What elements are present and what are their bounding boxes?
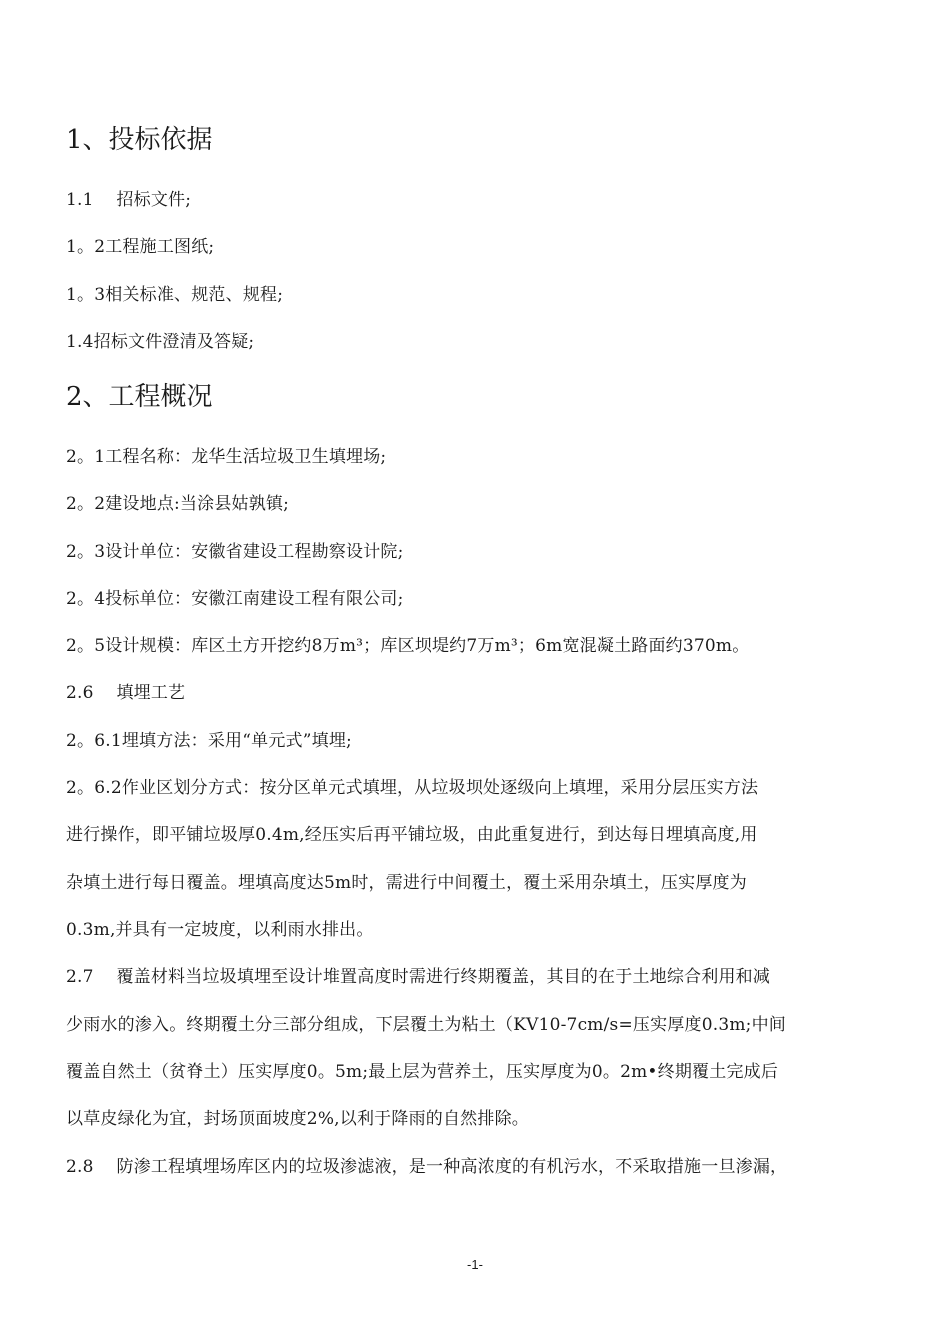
text-line: 1.1 招标文件; (66, 190, 192, 210)
text-line: 2。6.1埋填方法：采用“单元式”填埋; (66, 731, 352, 751)
text-line: 2。4投标单位：安徽江南建设工程有限公司; (66, 589, 404, 609)
text-line: 以草皮绿化为宜，封场顶面坡度2%,以利于降雨的自然排除。 (66, 1109, 529, 1129)
text-line: 杂填土进行每日覆盖。埋填高度达5m时，需进行中间覆土，覆土采用杂填土，压实厚度为 (66, 873, 747, 893)
text-line: 1.4招标文件澄清及答疑; (66, 332, 255, 352)
text-line: 覆盖自然土（贫脊土）压实厚度0。5m;最上层为营养土，压实厚度为0。2m•终期覆土完成后 (66, 1062, 779, 1082)
page-number: -1- (467, 1257, 483, 1272)
section-heading-1: 1、投标依据 (66, 125, 213, 155)
text-line: 2。5设计规模：库区土方开挖约8万m³；库区坝堤约7万m³；6m宽混凝土路面约370m。 (66, 636, 750, 656)
text-line: 2。1工程名称：龙华生活垃圾卫生填埋场; (66, 447, 387, 467)
text-line: 少雨水的渗入。终期覆土分三部分组成，下层覆土为粘土（KV10-7cm/s=压实厚度0.3m;中间 (66, 1015, 786, 1035)
text-line: 2。3设计单位：安徽省建设工程勘察设计院; (66, 542, 404, 562)
text-line: 0.3m,并具有一定坡度，以利雨水排出。 (66, 920, 374, 940)
text-line: 2.6 填埋工艺 (66, 683, 186, 703)
text-line: 1。3相关标准、规范、规程; (66, 285, 284, 305)
text-line: 进行操作，即平铺垃圾厚0.4m,经压实后再平铺垃圾，由此重复进行，到达每日埋填高度,用 (66, 825, 758, 845)
text-line: 2.8 防渗工程填埋场库区内的垃圾渗滤液，是一种高浓度的有机污水，不采取措施一旦渗漏， (66, 1157, 788, 1177)
text-line: 2.7 覆盖材料当垃圾填埋至设计堆置高度时需进行终期覆盖，其目的在于土地综合利用和减 (66, 967, 771, 987)
text-line: 2。2建设地点:当涂县姑孰镇; (66, 494, 290, 514)
text-line: 2。6.2作业区划分方式：按分区单元式填埋，从垃圾坝处逐级向上填埋，采用分层压实方法 (66, 778, 759, 798)
text-line: 1。2工程施工图纸; (66, 237, 215, 257)
section-heading-2: 2、工程概况 (66, 382, 213, 412)
